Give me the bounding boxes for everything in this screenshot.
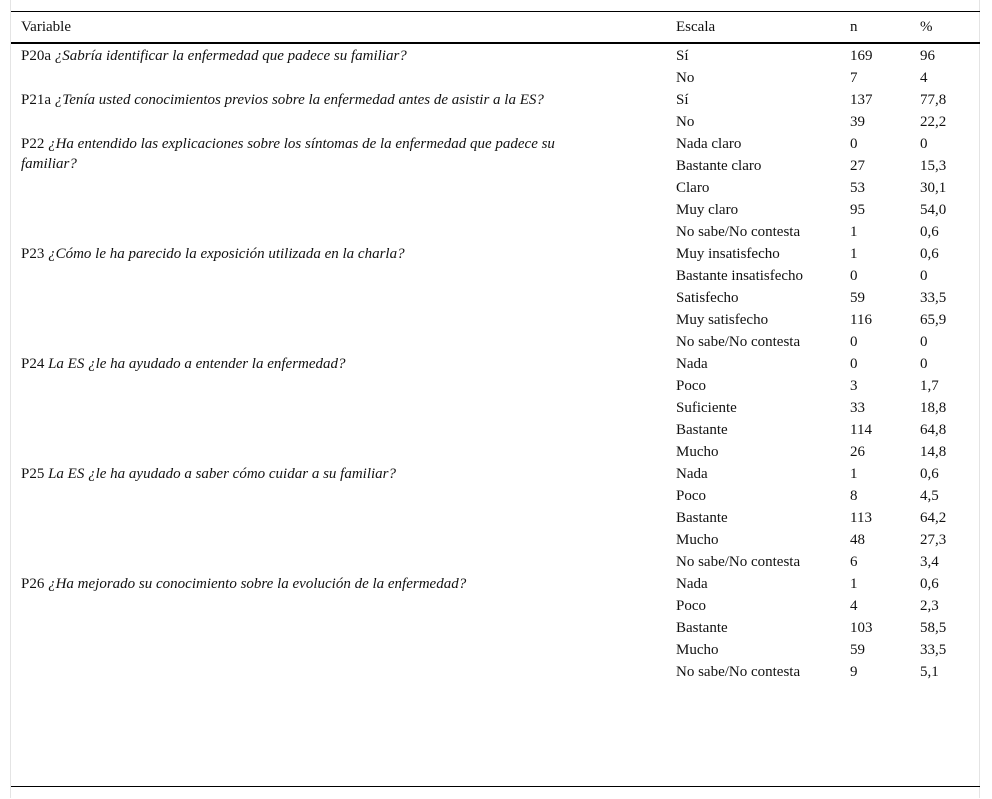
n-cell: 0 xyxy=(850,334,858,350)
pct-cell: 0 xyxy=(920,356,928,372)
table-row xyxy=(11,462,980,484)
pct-cell: 3,4 xyxy=(920,554,939,570)
header-escala: Escala xyxy=(666,12,840,44)
escala-cell: Poco xyxy=(676,378,706,394)
question-code: P24 xyxy=(21,356,45,372)
n-cell: 116 xyxy=(850,312,872,328)
table-row xyxy=(11,572,980,594)
n-cell: 137 xyxy=(850,92,873,108)
n-cell: 6 xyxy=(850,554,858,570)
pct-cell: 4,5 xyxy=(920,488,939,504)
variable-cell xyxy=(11,572,666,684)
escala-cell: Sí xyxy=(676,92,689,108)
variable-cell xyxy=(11,242,666,352)
pct-cell: 33,5 xyxy=(920,642,947,658)
question-text: ¿Tenía usted conocimientos previos sobre la enfermedad antes de asistir a la ES? xyxy=(54,92,544,108)
escala-cell: No sabe/No contesta xyxy=(676,554,801,570)
escala-cell: No xyxy=(676,114,695,130)
escala-cell: Bastante xyxy=(676,510,728,526)
pct-cell: 1,7 xyxy=(920,378,939,394)
question-code: P26 xyxy=(21,576,45,592)
n-cell: 0 xyxy=(850,268,858,284)
escala-cell: Muy claro xyxy=(676,202,739,218)
pct-cell: 77,8 xyxy=(920,92,947,108)
question-text: La ES ¿le ha ayudado a saber cómo cuidar a su familiar? xyxy=(48,466,396,482)
n-cell: 26 xyxy=(850,444,865,460)
n-cell: 59 xyxy=(850,290,865,306)
escala-cell: Satisfecho xyxy=(676,290,739,306)
escala-cell: No sabe/No contesta xyxy=(676,334,801,350)
escala-cell: Poco xyxy=(676,598,706,614)
escala-cell: Claro xyxy=(676,180,710,196)
n-cell: 53 xyxy=(850,180,865,196)
header-row xyxy=(11,12,980,44)
n-cell: 33 xyxy=(850,400,865,416)
pct-cell: 0 xyxy=(920,268,928,284)
n-cell: 9 xyxy=(850,664,858,680)
n-cell: 8 xyxy=(850,488,858,504)
pct-cell: 30,1 xyxy=(920,180,947,196)
pct-cell: 65,9 xyxy=(920,312,947,328)
pct-cell: 64,8 xyxy=(920,422,947,438)
n-cell: 48 xyxy=(850,532,865,548)
variable-cell xyxy=(11,43,666,88)
pct-cell: 0,6 xyxy=(920,466,939,482)
pct-cell: 33,5 xyxy=(920,290,947,306)
pct-cell: 0 xyxy=(920,334,928,350)
escala-cell: No sabe/No contesta xyxy=(676,224,801,240)
n-cell: 1 xyxy=(850,576,858,592)
pct-cell: 58,5 xyxy=(920,620,947,636)
question-code: P25 xyxy=(21,466,45,482)
question-code: P20a xyxy=(21,48,51,64)
escala-cell: Muy insatisfecho xyxy=(676,246,780,262)
n-cell: 59 xyxy=(850,642,865,658)
n-cell: 27 xyxy=(850,158,865,174)
n-cell: 169 xyxy=(850,48,873,64)
escala-cell: No sabe/No contesta xyxy=(676,664,801,680)
n-cell: 4 xyxy=(850,598,858,614)
escala-cell: Suficiente xyxy=(676,400,737,416)
variable-cell xyxy=(11,88,666,132)
n-cell: 0 xyxy=(850,356,858,372)
escala-cell: Sí xyxy=(676,48,689,64)
n-cell: 39 xyxy=(850,114,865,130)
n-cell: 103 xyxy=(850,620,873,636)
escala-cell: Bastante claro xyxy=(676,158,762,174)
pct-cell: 18,8 xyxy=(920,400,947,416)
table-row xyxy=(11,242,980,264)
table-row xyxy=(11,88,980,110)
pct-cell: 64,2 xyxy=(920,510,947,526)
pct-cell: 2,3 xyxy=(920,598,939,614)
escala-cell: Nada xyxy=(676,356,708,372)
escala-cell: Mucho xyxy=(676,532,719,548)
pct-cell: 27,3 xyxy=(920,532,947,548)
n-cell: 1 xyxy=(850,246,858,262)
n-cell: 1 xyxy=(850,466,858,482)
question-code: P21a xyxy=(21,92,51,108)
question-text: La ES ¿le ha ayudado a entender la enfermedad? xyxy=(48,356,346,372)
escala-cell: Nada xyxy=(676,466,708,482)
escala-cell: Mucho xyxy=(676,642,719,658)
escala-cell: Nada claro xyxy=(676,136,742,152)
question-text: ¿Ha mejorado su conocimiento sobre la evolución de la enfermedad? xyxy=(48,576,467,592)
n-cell: 0 xyxy=(850,136,858,152)
variable-cell xyxy=(11,132,666,242)
escala-cell: Bastante insatisfecho xyxy=(676,268,804,284)
table-body xyxy=(11,43,980,684)
n-cell: 95 xyxy=(850,202,865,218)
header-n: n xyxy=(840,12,910,44)
escala-cell: Nada xyxy=(676,576,708,592)
n-cell: 1 xyxy=(850,224,858,240)
variable-cell xyxy=(11,352,666,462)
table-row xyxy=(11,352,980,374)
header-variable: Variable xyxy=(11,12,666,44)
escala-cell: Bastante xyxy=(676,422,728,438)
n-cell: 113 xyxy=(850,510,872,526)
pct-cell: 54,0 xyxy=(920,202,947,218)
table-row xyxy=(11,43,980,66)
escala-cell: Poco xyxy=(676,488,706,504)
table-row xyxy=(11,132,980,154)
n-cell: 3 xyxy=(850,378,858,394)
variable-cell xyxy=(11,462,666,572)
bottom-rule xyxy=(11,786,980,787)
question-text: ¿Sabría identificar la enfermedad que padece su familiar? xyxy=(54,48,407,64)
pct-cell: 0,6 xyxy=(920,576,939,592)
escala-cell: Mucho xyxy=(676,444,719,460)
pct-cell: 15,3 xyxy=(920,158,947,174)
pct-cell: 4 xyxy=(920,70,928,86)
question-code: P23 xyxy=(21,246,45,262)
pct-cell: 22,2 xyxy=(920,114,947,130)
pct-cell: 96 xyxy=(920,48,935,64)
question-code: P22 xyxy=(21,136,45,152)
results-table xyxy=(11,11,980,684)
pct-cell: 5,1 xyxy=(920,664,939,680)
escala-cell: Muy satisfecho xyxy=(676,312,769,328)
header-pct: % xyxy=(910,12,980,44)
pct-cell: 0 xyxy=(920,136,928,152)
pct-cell: 0,6 xyxy=(920,224,939,240)
n-cell: 114 xyxy=(850,422,872,438)
question-text: ¿Ha entendido las explicaciones sobre los síntomas de la enfermedad que padece su familiar? xyxy=(21,136,555,172)
pct-cell: 0,6 xyxy=(920,246,939,262)
question-text: ¿Cómo le ha parecido la exposición utilizada en la charla? xyxy=(48,246,405,262)
n-cell: 7 xyxy=(850,70,858,86)
escala-cell: No xyxy=(676,70,695,86)
escala-cell: Bastante xyxy=(676,620,728,636)
pct-cell: 14,8 xyxy=(920,444,947,460)
